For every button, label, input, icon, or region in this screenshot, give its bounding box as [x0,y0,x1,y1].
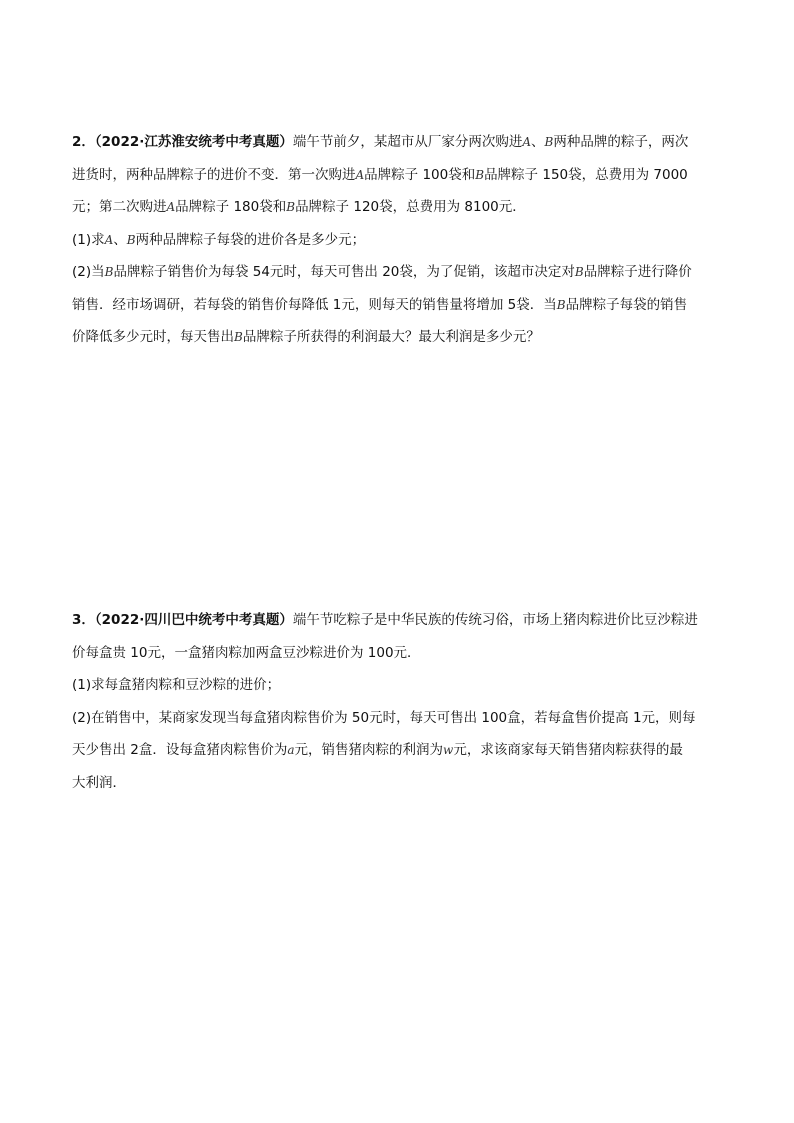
question-line [72,772,724,794]
question-part-2 [72,707,724,729]
text: 元，销售猪肉粽的利润为 [294,742,444,758]
text: 品牌粽子进行降价 [583,264,692,280]
question-line [72,164,724,186]
text: 品牌粽子 180袋和 [175,199,287,215]
text: 品牌粽子所获得的利润最大？最大利润是多少元？ [242,329,540,345]
question-line [72,642,724,664]
question-part-2 [72,261,724,283]
question-line [72,739,724,761]
question-line [72,294,724,316]
text: 品牌粽子 150袋，总费用为 7000 [484,166,688,183]
text: 销售．经市场调研，若每袋的销售价每降低 1元，则每天的销售量将增加 5袋．当 [72,296,557,313]
math-variable: w [443,743,454,757]
math-variable: B [574,265,584,279]
math-variable: B [126,232,136,247]
text: 端午节吃粽子是中华民族的传统习俗，市场上猪肉粽进价比豆沙粽进 [292,612,698,628]
text: 品牌粽子销售价为每袋 54元时，每天可售出 20袋，为了促销，该超市决定对 [113,264,575,280]
text: 端午节前夕，某超市从厂家分两次购进 [292,134,523,150]
text: 品牌粽子 120袋，总费用为 8100元． [295,199,526,215]
question-3 [72,609,724,804]
math-variable: A [166,200,176,214]
text: 元；第二次购进 [72,199,167,215]
text: 元，求该商家每天销售猪肉粽获得的最 [453,742,683,758]
question-source: （2022·四川巴中统考中考真题） [94,612,293,628]
question-part-1 [72,229,724,251]
math-variable: B [286,200,296,214]
question-2 [72,131,724,359]
question-line [72,131,724,153]
math-variable: B [544,135,554,149]
text: (1)求每盒猪肉粽和豆沙粽的进价； [72,677,281,693]
math-variable: B [234,330,243,344]
text: 、 [531,134,545,150]
math-variable: a [287,743,295,757]
math-variable: A [355,167,365,182]
text: 品牌粽子 100袋和 [364,166,476,183]
text: (2)在销售中，某商家发现当每盒猪肉粽售价为 50元时，每天可售出 100盒，若每盒售价提高 1元，则每 [72,709,696,726]
question-line [72,196,724,218]
text: (2)当 [72,264,105,280]
math-variable: B [104,265,114,279]
math-variable: B [475,167,485,182]
question-part-1 [72,674,724,696]
text: 进货时，两种品牌粽子的进价不变．第一次购进 [72,166,356,183]
question-number: 2． [72,134,95,150]
text: 价每盒贵 10元，一盒猪肉粽加两盒豆沙粽进价为 100元． [72,644,421,661]
math-variable: B [556,297,566,312]
text: 天少售出 2盒．设每盒猪肉粽售价为 [72,742,288,758]
text: 价降低多少元时，每天售出 [72,329,234,345]
text: 两种品牌粽子每袋的进价各是多少元； [135,231,366,248]
question-line [72,609,724,631]
text: 、 [113,231,127,248]
question-line [72,326,724,348]
question-number: 3． [72,612,95,628]
math-variable: A [522,135,532,149]
text: (1)求 [72,231,105,248]
text: 大利润． [72,774,126,791]
math-variable: A [104,232,114,247]
question-source: （2022·江苏淮安统考中考真题） [94,134,293,150]
text: 两种品牌的粽子，两次 [553,134,689,150]
text: 品牌粽子每袋的销售 [565,296,688,313]
